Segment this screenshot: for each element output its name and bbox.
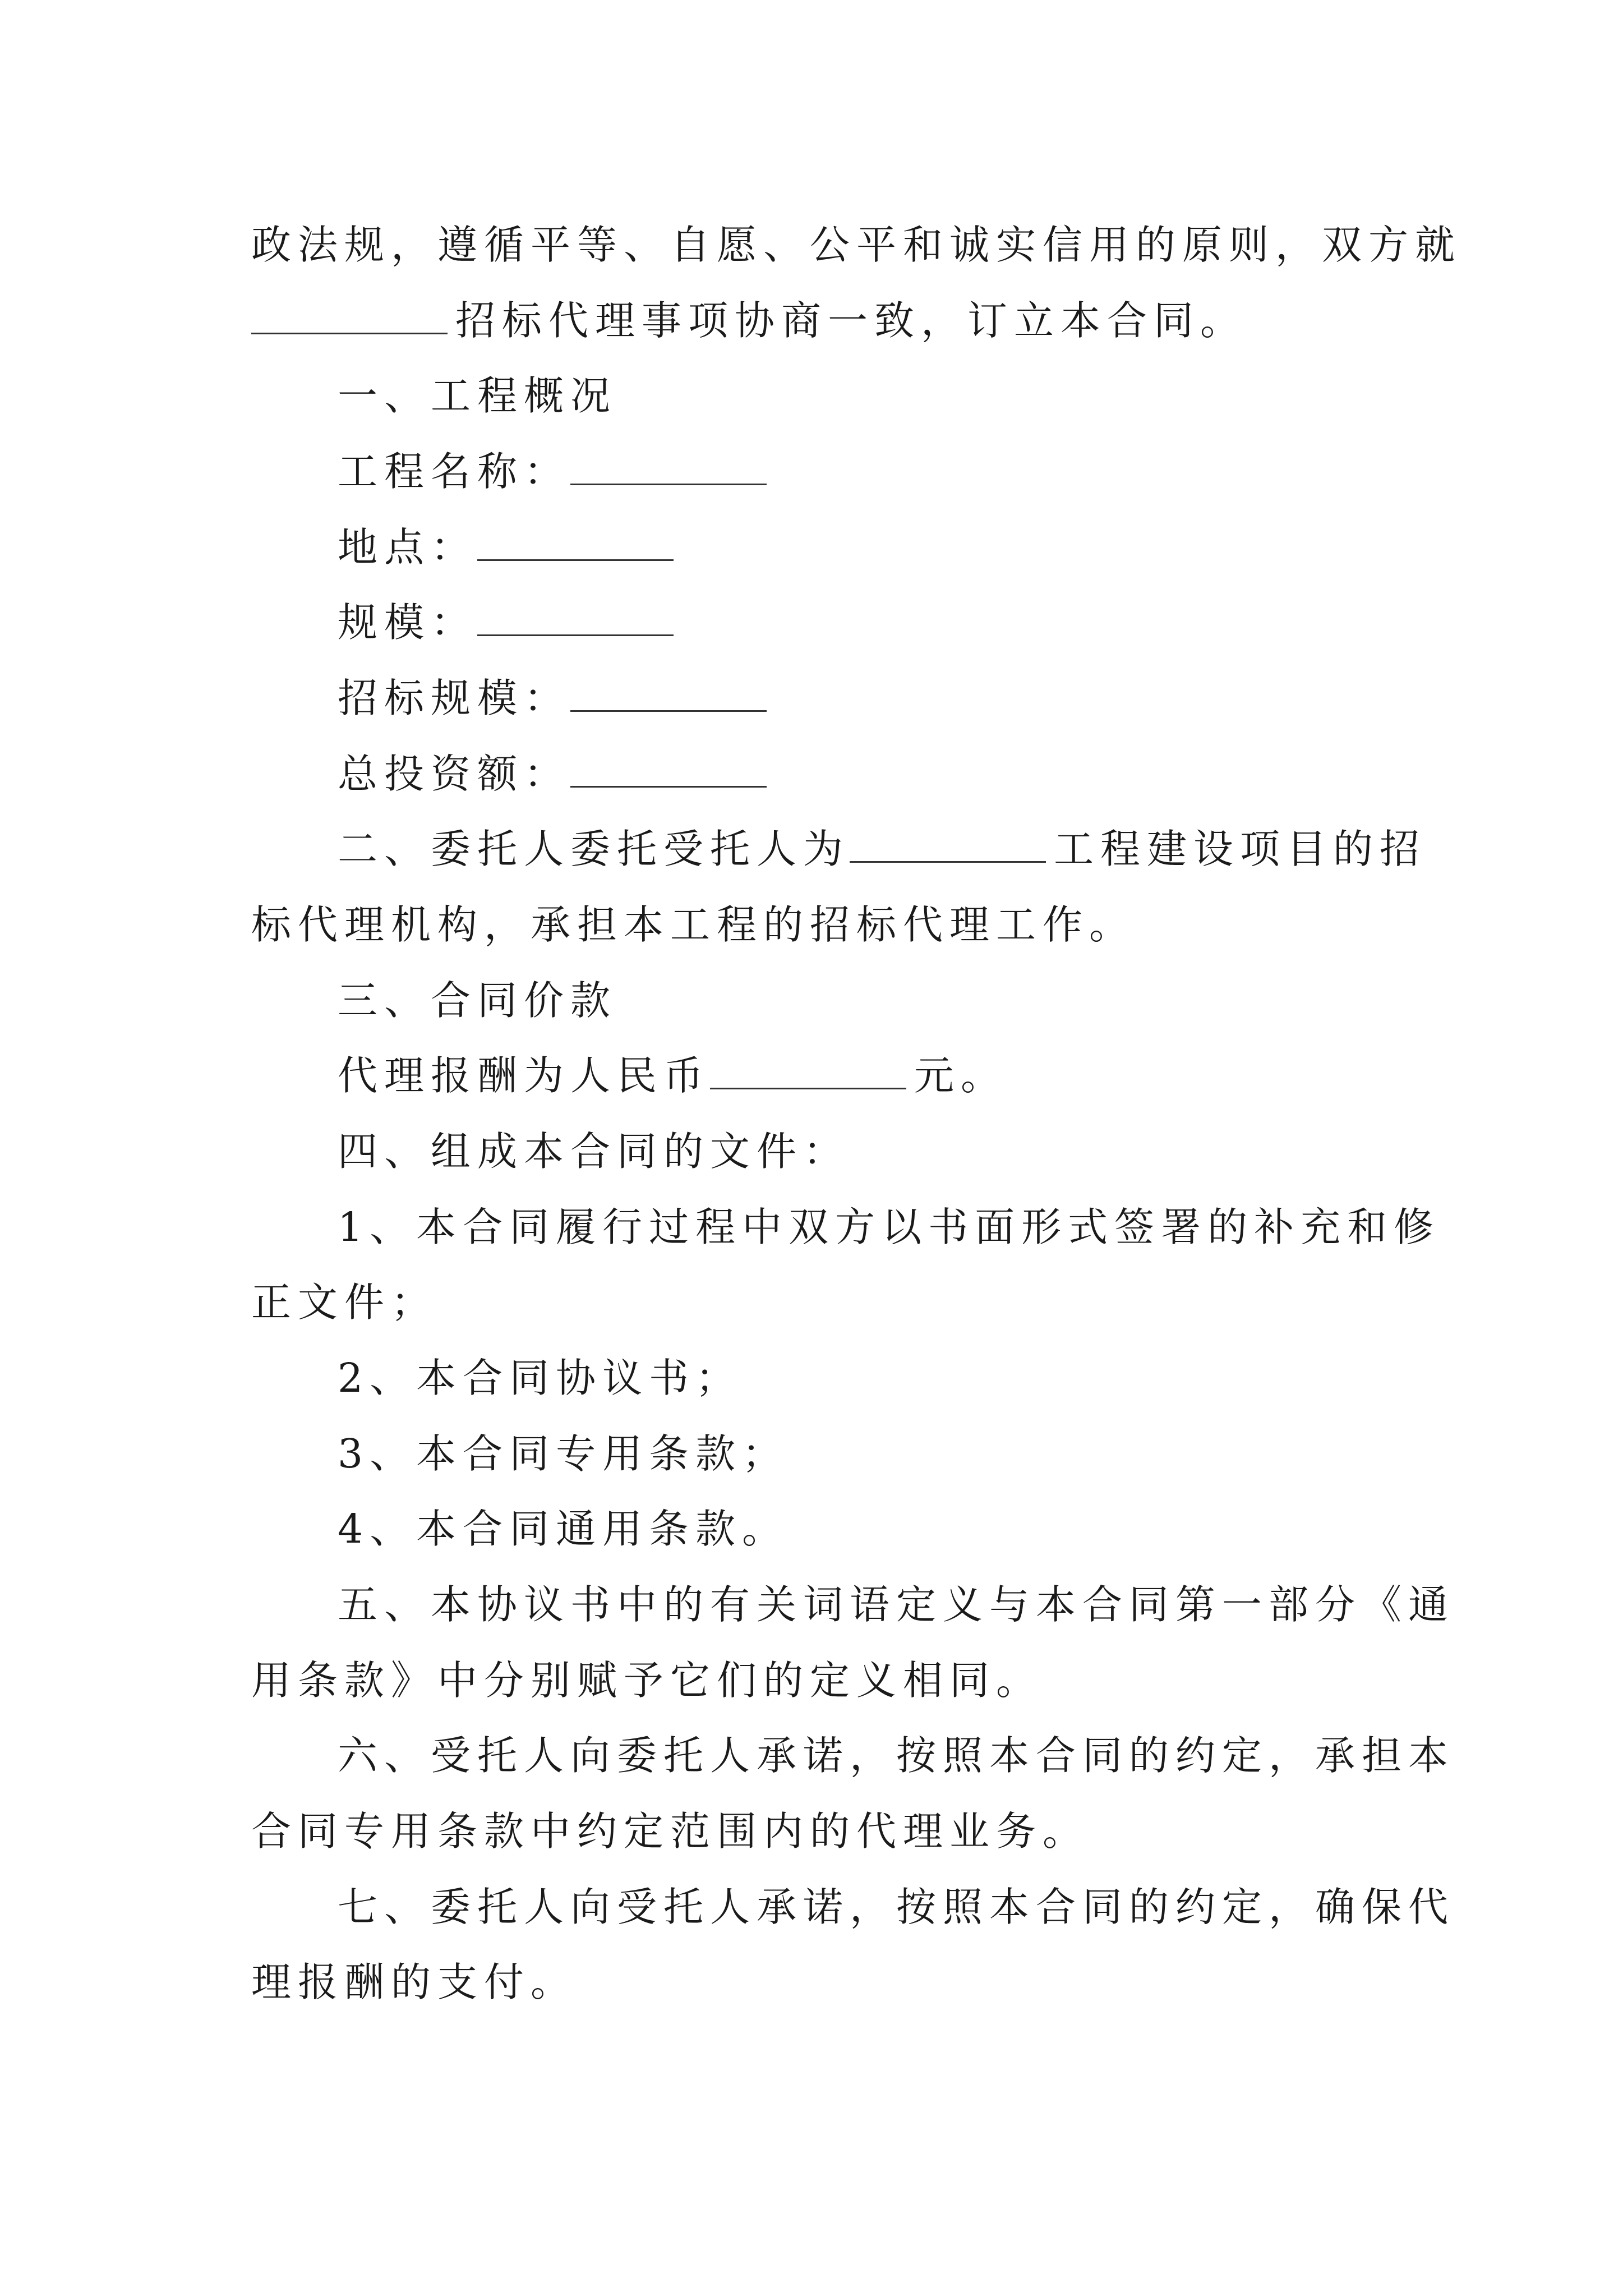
line-text: 4、本合同通用条款。 xyxy=(338,1506,789,1552)
list-item xyxy=(338,1426,789,1482)
list-item xyxy=(338,1350,742,1406)
paragraph-line xyxy=(251,1954,577,2010)
paragraph-line xyxy=(338,821,1426,877)
field-label: 总投资额： xyxy=(338,751,571,797)
line-text: 招标代理事项协商一致，订立本合同。 xyxy=(455,297,1247,344)
paragraph-line xyxy=(338,1577,1455,1633)
fill-in-blank xyxy=(251,295,448,334)
paragraph-line xyxy=(251,1274,437,1331)
field-label: 工程名称： xyxy=(338,448,571,495)
field-label: 规模： xyxy=(338,599,478,646)
line-text: 2、本合同协议书； xyxy=(338,1355,743,1401)
paragraph-line xyxy=(251,293,1247,349)
section-heading: 三、合同价款 xyxy=(338,977,617,1024)
line-text: 3、本合同专用条款； xyxy=(338,1430,789,1477)
paragraph-line xyxy=(338,1048,1007,1104)
list-item xyxy=(338,1501,789,1557)
line-text: 元。 xyxy=(914,1052,1008,1099)
paragraph-line xyxy=(251,897,1136,953)
fill-in-blank xyxy=(570,748,767,788)
line-text: 代理报酬为人民币 xyxy=(338,1052,711,1099)
field-scale xyxy=(338,595,681,651)
paragraph-line xyxy=(338,1728,1455,1784)
paragraph-line xyxy=(251,1653,1043,1709)
paragraph-line xyxy=(251,217,1461,273)
field-total-investment xyxy=(338,746,774,802)
field-label: 地点： xyxy=(338,524,478,570)
line-text: 合同专用条款中约定范围内的代理业务。 xyxy=(251,1808,1090,1855)
field-project-name xyxy=(338,444,774,500)
section-heading: 一、工程概况 xyxy=(338,372,617,419)
line-text: 二、委托人委托受托人为 xyxy=(338,826,850,872)
section-heading: 四、组成本合同的文件： xyxy=(338,1128,850,1175)
fill-in-blank xyxy=(710,1050,906,1089)
line-text: 七、委托人向受托人承诺，按照本合同的约定，确保代 xyxy=(338,1884,1455,1930)
line-text: 正文件； xyxy=(251,1279,438,1326)
line-text: 五、本协议书中的有关词语定义与本合同第一部分《通 xyxy=(338,1581,1455,1628)
fill-in-blank xyxy=(570,445,767,485)
field-bidding-scale xyxy=(338,670,774,726)
line-text: 工程建设项目的招 xyxy=(1054,826,1427,872)
paragraph-line xyxy=(338,1879,1455,1935)
line-text: 标代理机构，承担本工程的招标代理工作。 xyxy=(251,901,1136,948)
line-text: 政法规，遵循平等、自愿、公平和诚实信用的原则，双方就 xyxy=(251,222,1462,268)
fill-in-blank xyxy=(477,596,674,636)
field-location xyxy=(338,519,681,576)
paragraph-line xyxy=(251,1803,1089,1860)
line-text: 六、受托人向委托人承诺，按照本合同的约定，承担本 xyxy=(338,1732,1455,1779)
fill-in-blank xyxy=(850,823,1046,863)
list-item xyxy=(338,1199,1440,1255)
field-label: 招标规模： xyxy=(338,675,571,721)
fill-in-blank xyxy=(570,672,767,712)
line-text: 1、本合同履行过程中双方以书面形式签署的补充和修 xyxy=(338,1204,1441,1250)
fill-in-blank xyxy=(477,521,674,561)
line-text: 用条款》中分别赋予它们的定义相同。 xyxy=(251,1657,1043,1704)
line-text: 理报酬的支付。 xyxy=(251,1959,578,2005)
